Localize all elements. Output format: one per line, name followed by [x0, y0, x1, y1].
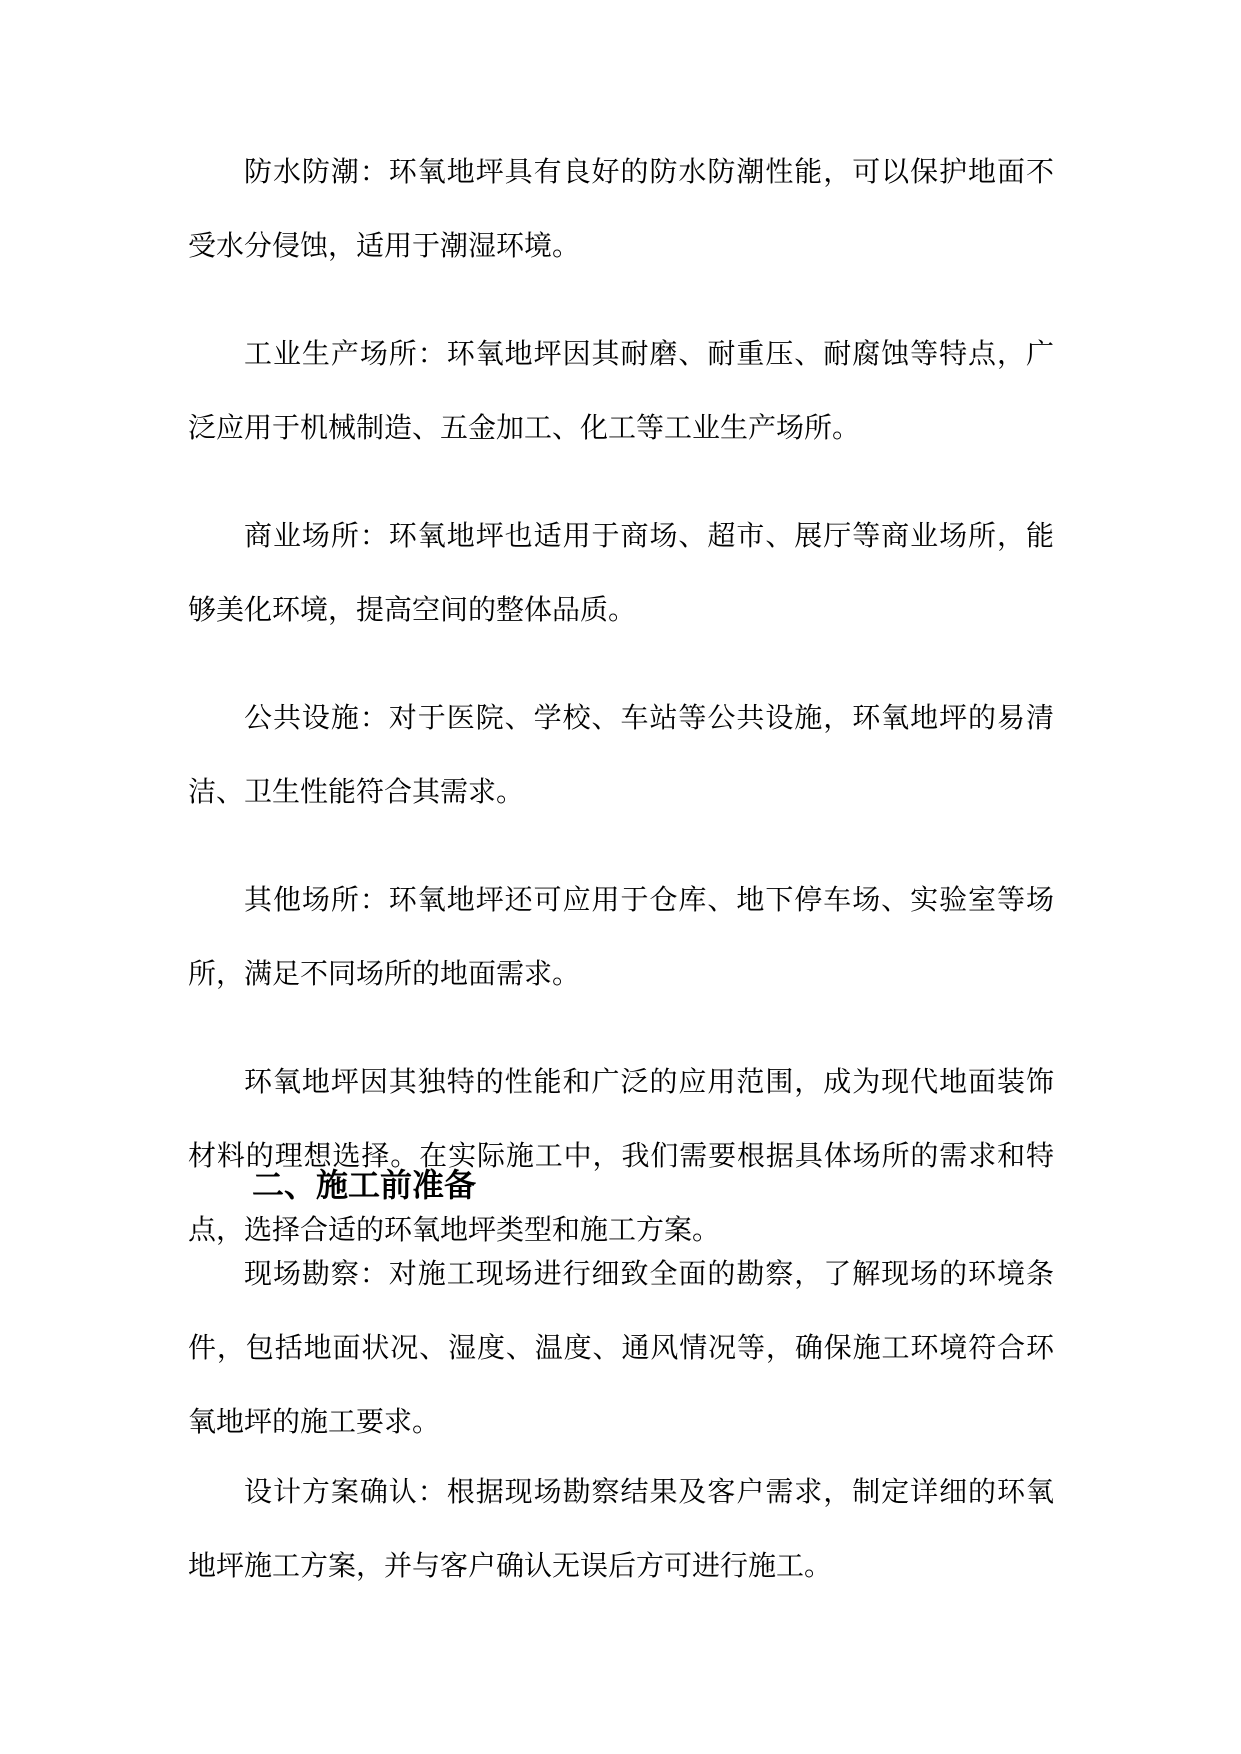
paragraph-commercial: 商业场所：环氧地坪也适用于商场、超市、展厅等商业场所，能够美化环境，提高空间的整体品质。 — [188, 519, 1054, 626]
paragraph-design-confirmation: 设计方案确认：根据现场勘察结果及客户需求，制定详细的环氧地坪施工方案，并与客户确认无误后方可进行施工。 — [188, 1475, 1054, 1582]
paragraph-industrial: 工业生产场所：环氧地坪因其耐磨、耐重压、耐腐蚀等特点，广泛应用于机械制造、五金加工、化工等工业生产场所。 — [188, 337, 1054, 444]
paragraph-site-survey: 现场勘察：对施工现场进行细致全面的勘察，了解现场的环境条件，包括地面状况、湿度、温度、通风情况等，确保施工环境符合环氧地坪的施工要求。 — [188, 1257, 1054, 1438]
paragraph-other-places: 其他场所：环氧地坪还可应用于仓库、地下停车场、实验室等场所，满足不同场所的地面需求。 — [188, 883, 1054, 990]
paragraph-public-facilities: 公共设施：对于医院、学校、车站等公共设施，环氧地坪的易清洁、卫生性能符合其需求。 — [188, 701, 1054, 808]
document-page — [188, 0, 1054, 1754]
paragraph-summary: 环氧地坪因其独特的性能和广泛的应用范围，成为现代地面装饰材料的理想选择。在实际施工中，我们需要根据具体场所的需求和特点，选择合适的环氧地坪类型和施工方案。 — [188, 1065, 1054, 1246]
paragraph-waterproof: 防水防潮：环氧地坪具有良好的防水防潮性能，可以保护地面不受水分侵蚀，适用于潮湿环境。 — [188, 155, 1054, 262]
section-heading: 二、施工前准备 — [252, 1166, 477, 1204]
